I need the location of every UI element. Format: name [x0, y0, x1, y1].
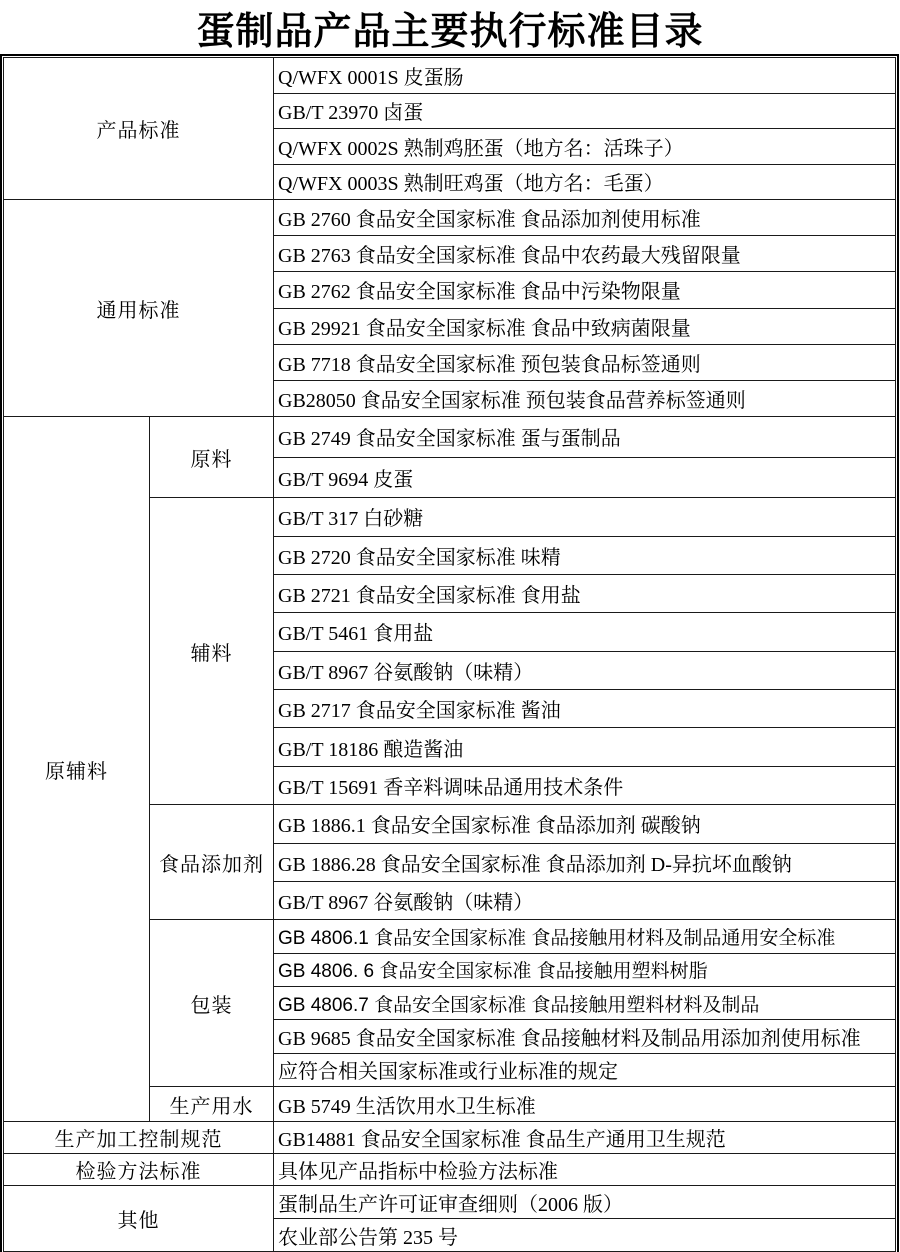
standard-cell: GB/T 317 白砂糖	[274, 498, 896, 536]
standards-table-border	[0, 54, 899, 1252]
standard-cell: GB 1886.28 食品安全国家标准 食品添加剂 D-异抗坏血酸钠	[274, 843, 896, 881]
standard-cell: Q/WFX 0003S 熟制旺鸡蛋（地方名：毛蛋）	[274, 164, 896, 200]
standard-cell: GB/T 9694 皮蛋	[274, 457, 896, 498]
standards-table-body	[4, 58, 896, 1252]
table-row	[4, 1122, 896, 1154]
section-label-cell: 通用标准	[4, 200, 274, 417]
standard-cell: GB 2762 食品安全国家标准 食品中污染物限量	[274, 272, 896, 308]
standard-cell: GB 7718 食品安全国家标准 预包装食品标签通则	[274, 344, 896, 380]
section-label-cell: 其他	[4, 1186, 274, 1252]
standard-cell: 应符合相关国家标准或行业标准的规定	[274, 1053, 896, 1086]
standard-cell: GB 1886.1 食品安全国家标准 食品添加剂 碳酸钠	[274, 805, 896, 843]
standard-cell: Q/WFX 0002S 熟制鸡胚蛋（地方名：活珠子）	[274, 129, 896, 165]
table-row	[4, 200, 896, 236]
standard-cell: GB 2763 食品安全国家标准 食品中农药最大残留限量	[274, 236, 896, 272]
standard-cell: GB28050 食品安全国家标准 预包装食品营养标签通则	[274, 380, 896, 416]
standard-cell: GB/T 18186 酿造酱油	[274, 728, 896, 766]
standard-cell: GB 4806.7 食品安全国家标准 食品接触用塑料材料及制品	[274, 986, 896, 1019]
section-label-cell: 生产加工控制规范	[4, 1122, 274, 1154]
section-label-cell: 原辅料	[4, 417, 150, 1122]
subsection-label-cell: 食品添加剂	[150, 805, 274, 920]
table-row	[4, 417, 896, 458]
table-row	[4, 58, 896, 94]
table-row	[4, 1186, 896, 1219]
standard-cell: GB 4806. 6 食品安全国家标准 食品接触用塑料树脂	[274, 953, 896, 986]
table-row	[4, 1154, 896, 1186]
standard-cell: GB/T 15691 香辛料调味品通用技术条件	[274, 766, 896, 804]
standard-cell: GB 9685 食品安全国家标准 食品接触材料及制品用添加剂使用标准	[274, 1020, 896, 1053]
standards-table	[3, 57, 896, 1252]
standard-cell: GB/T 5461 食用盐	[274, 613, 896, 651]
section-label-cell: 检验方法标准	[4, 1154, 274, 1186]
standard-cell: GB/T 8967 谷氨酸钠（味精）	[274, 881, 896, 919]
standard-cell: GB 2760 食品安全国家标准 食品添加剂使用标准	[274, 200, 896, 236]
standard-cell: GB/T 23970 卤蛋	[274, 93, 896, 129]
standard-cell: GB 2721 食品安全国家标准 食用盐	[274, 574, 896, 612]
standard-cell: 具体见产品指标中检验方法标准	[274, 1154, 896, 1186]
subsection-label-cell: 辅料	[150, 498, 274, 805]
standard-cell: GB 4806.1 食品安全国家标准 食品接触用材料及制品通用安全标准	[274, 920, 896, 953]
subsection-label-cell: 生产用水	[150, 1087, 274, 1122]
standard-cell: GB 2720 食品安全国家标准 味精	[274, 536, 896, 574]
page-title: 蛋制品产品主要执行标准目录	[196, 10, 704, 53]
standard-cell: Q/WFX 0001S 皮蛋肠	[274, 58, 896, 94]
standard-cell: GB14881 食品安全国家标准 食品生产通用卫生规范	[274, 1122, 896, 1154]
standard-cell: GB 29921 食品安全国家标准 食品中致病菌限量	[274, 308, 896, 344]
subsection-label-cell: 包装	[150, 920, 274, 1087]
section-label-cell: 产品标准	[4, 58, 274, 200]
standard-cell: 蛋制品生产许可证审查细则（2006 版）	[274, 1186, 896, 1219]
standard-cell: GB 5749 生活饮用水卫生标准	[274, 1087, 896, 1122]
subsection-label-cell: 原料	[150, 417, 274, 498]
standard-cell: 农业部公告第 235 号	[274, 1219, 896, 1252]
standard-cell: GB/T 8967 谷氨酸钠（味精）	[274, 651, 896, 689]
standard-cell: GB 2749 食品安全国家标准 蛋与蛋制品	[274, 417, 896, 458]
standard-cell: GB 2717 食品安全国家标准 酱油	[274, 690, 896, 728]
